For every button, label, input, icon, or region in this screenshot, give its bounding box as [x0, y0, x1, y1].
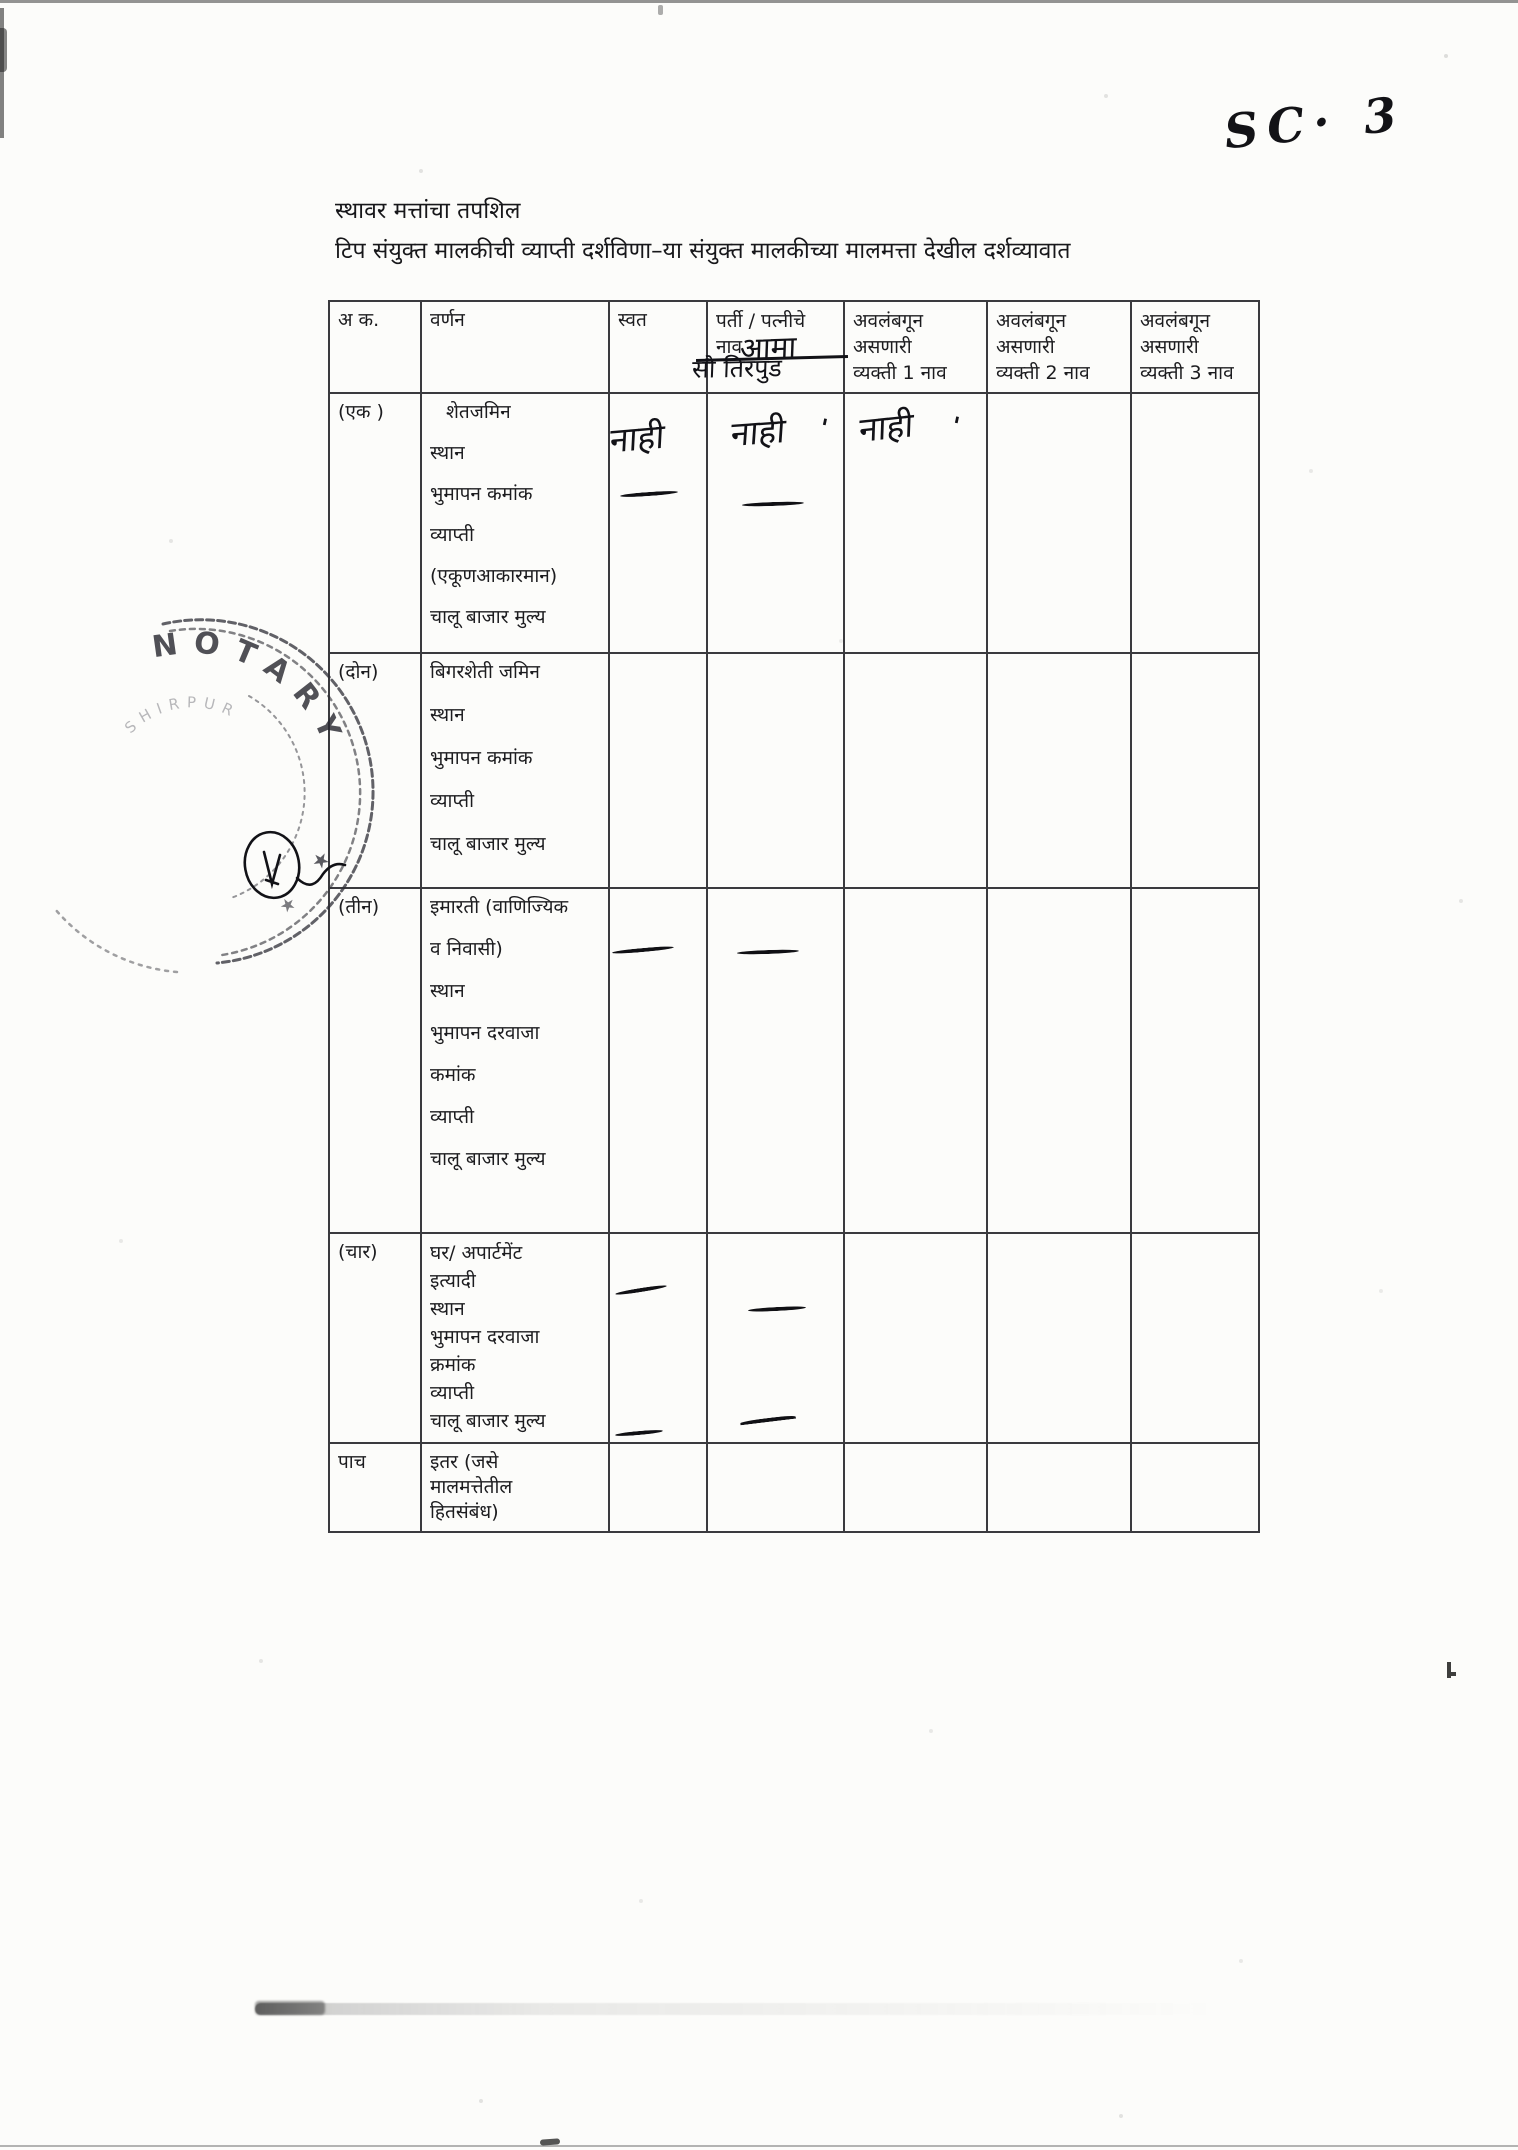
handwritten-nahi-self: नाही — [608, 416, 666, 462]
desc-line: व्याप्ती — [430, 790, 475, 812]
desc-line: व्याप्ती — [430, 524, 475, 546]
table-row — [329, 393, 1259, 653]
cell-r3-self — [609, 888, 707, 1233]
desc-line: भुमापन दरवाजा — [430, 1022, 540, 1044]
row-description — [421, 653, 609, 888]
cell-r1-dependent-3 — [1131, 393, 1259, 653]
header-dependent-3 — [1131, 301, 1259, 393]
cell-r5-dependent-2 — [987, 1443, 1131, 1532]
table-row — [329, 888, 1259, 1233]
header-dependent-line: अवलंबगून — [1140, 310, 1211, 332]
stamp-inner-text: SHIRPUR — [121, 693, 243, 737]
cell-r2-self — [609, 653, 707, 888]
row-description — [421, 888, 609, 1233]
header-dependent-line: अवलंबगून — [996, 310, 1067, 332]
row-description — [421, 393, 609, 653]
table-row — [329, 1443, 1259, 1532]
cell-r2-dependent-1 — [844, 653, 987, 888]
desc-line: स्थान — [430, 704, 465, 726]
desc-line: भुमापन दरवाजा — [430, 1326, 540, 1348]
desc-line: भुमापन कमांक — [430, 747, 533, 769]
stamp-inner-ring — [231, 696, 305, 898]
cell-r4-spouse — [707, 1233, 844, 1443]
cell-r5-dependent-1 — [844, 1443, 987, 1532]
cell-r2-dependent-2 — [987, 653, 1131, 888]
row-serial: (दोन) — [329, 653, 421, 888]
handwritten-spouse-name-bottom: सौ तिरपुड — [691, 353, 783, 384]
property-table — [328, 300, 1260, 1533]
checkmark-circle — [240, 828, 305, 902]
row-serial: (चार) — [329, 1233, 421, 1443]
header-spouse-line: पर्ती / पत्नीचे — [716, 310, 806, 332]
handwritten-corner-note: SC· 3 — [1221, 86, 1409, 161]
header-dependent-2 — [987, 301, 1131, 393]
desc-line: चालू बाजार मुल्य — [430, 1410, 546, 1432]
row-description — [421, 1443, 609, 1532]
desc-line: भुमापन कमांक — [430, 483, 533, 505]
desc-line: मालमत्तेतील — [430, 1476, 513, 1498]
cell-r5-self — [609, 1443, 707, 1532]
scan-edge-artifact-top — [0, 0, 1518, 3]
desc-line: हितसंबंध) — [430, 1501, 499, 1523]
cell-r4-self — [609, 1233, 707, 1443]
row-description — [421, 1233, 609, 1443]
checkmark-base — [266, 880, 278, 884]
cell-r2-dependent-3 — [1131, 653, 1259, 888]
stamp-notary-text: NOTARY — [150, 625, 353, 757]
desc-line: चालू बाजार मुल्य — [430, 833, 546, 855]
desc-line: चालू बाजार मुल्य — [430, 1148, 546, 1170]
cell-r3-dependent-1 — [844, 888, 987, 1233]
desc-line: स्थान — [430, 1298, 465, 1320]
header-dependent-line: व्यक्ती 1 नाव — [853, 362, 947, 384]
page-title: स्थावर मत्तांचा तपशिल — [335, 198, 521, 224]
header-self: स्वत — [609, 301, 707, 393]
cell-r4-dependent-1 — [844, 1233, 987, 1443]
desc-line: चालू बाजार मुल्य — [430, 606, 546, 628]
desc-line: कमांक — [430, 1064, 476, 1086]
desc-line: व निवासी) — [430, 938, 503, 960]
table-row — [329, 653, 1259, 888]
header-dependent-line: असणारी — [996, 336, 1055, 358]
scan-edge-artifact-bottom — [0, 2145, 1518, 2147]
cell-r3-spouse — [707, 888, 844, 1233]
cell-r2-spouse — [707, 653, 844, 888]
scan-smudge-streak — [255, 2003, 1215, 2015]
table-row — [329, 1233, 1259, 1443]
desc-line: इतर (जसे — [430, 1451, 499, 1473]
cell-r4-dependent-2 — [987, 1233, 1131, 1443]
cell-r3-dependent-2 — [987, 888, 1131, 1233]
checkmark-glyph — [264, 852, 280, 884]
cell-r5-spouse — [707, 1443, 844, 1532]
desc-line: (एकूणआकारमान) — [430, 565, 558, 587]
cell-r1-spouse — [707, 393, 844, 653]
handwritten-nahi-dependent-1: नाही — [858, 404, 915, 452]
cell-r5-dependent-3 — [1131, 1443, 1259, 1532]
handwritten-nahi-spouse: नाही — [729, 410, 787, 456]
page-subtitle: टिप संयुक्त मालकीची व्याप्ती दर्शविणा–या संयुक्त मालकीच्या मालमत्ता देखील दर्शव्यावात — [335, 238, 1071, 264]
cell-r4-dependent-3 — [1131, 1233, 1259, 1443]
stamp-star-icon: ★ — [274, 892, 301, 919]
stamp-bottom-arc — [55, 909, 177, 972]
header-spouse — [707, 301, 844, 393]
scan-smudge-head — [255, 2001, 325, 2015]
desc-line: शेतजमिन — [446, 401, 511, 423]
desc-line: व्याप्ती — [430, 1106, 475, 1128]
header-description: वर्णन — [421, 301, 609, 393]
row-serial: पाच — [329, 1443, 421, 1532]
cell-r1-dependent-2 — [987, 393, 1131, 653]
row-serial: (एक ) — [329, 393, 421, 653]
table-header-row — [329, 301, 1259, 393]
cell-r1-self — [609, 393, 707, 653]
desc-line: इमारती (वाणिज्यिक — [430, 896, 569, 918]
cell-r3-dependent-3 — [1131, 888, 1259, 1233]
header-dependent-line: व्यक्ती 3 नाव — [1140, 362, 1234, 384]
desc-line: स्थान — [430, 442, 465, 464]
header-spouse-line: नाव — [716, 336, 743, 358]
desc-line: स्थान — [430, 980, 465, 1002]
desc-line: व्याप्ती — [430, 1382, 475, 1404]
header-dependent-line: असणारी — [853, 336, 912, 358]
row-serial: (तीन) — [329, 888, 421, 1233]
scan-artifact-right-mark — [1447, 1662, 1451, 1678]
header-serial: अ क. — [329, 301, 421, 393]
header-dependent-1 — [844, 301, 987, 393]
stamp-star-icon: ★ — [307, 845, 335, 875]
desc-line: बिगरशेती जमिन — [430, 661, 540, 683]
scan-edge-artifact-left-blob — [0, 28, 7, 72]
desc-line: घर/ अपार्टमेंट — [430, 1242, 523, 1264]
handwritten-ditto-mark: ' — [817, 413, 831, 443]
cell-r1-dependent-1 — [844, 393, 987, 653]
scan-artifact-top-mark — [658, 5, 663, 15]
handwritten-spouse-name-top: आमा — [739, 329, 797, 368]
header-dependent-line: असणारी — [1140, 336, 1199, 358]
desc-line: क्रमांक — [430, 1354, 476, 1376]
header-dependent-line: व्यक्ती 2 नाव — [996, 362, 1090, 384]
handwritten-ditto-mark: ' — [949, 411, 963, 441]
header-dependent-line: अवलंबगून — [853, 310, 924, 332]
scan-speckles — [0, 0, 2, 2]
desc-line: इत्यादी — [430, 1270, 476, 1292]
